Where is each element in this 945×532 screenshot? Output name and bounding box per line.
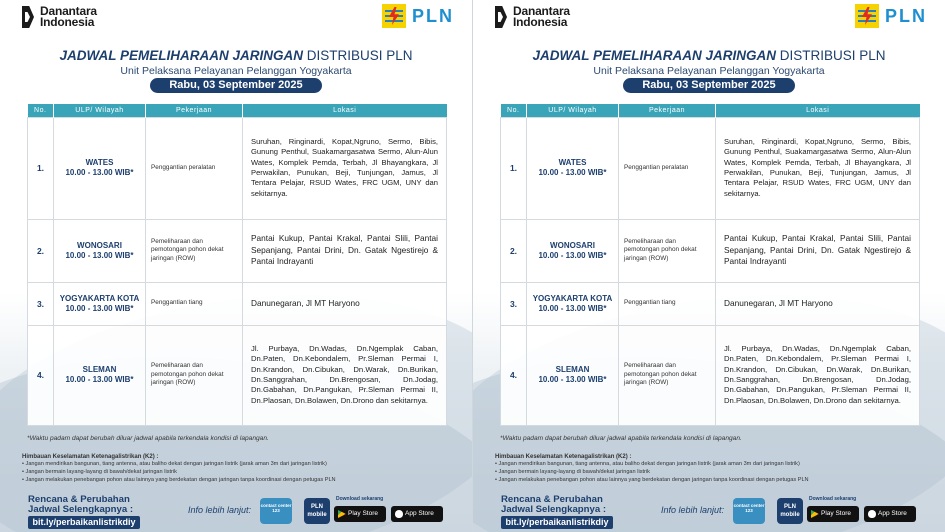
- download-label: Download sekarang: [336, 496, 384, 502]
- footnote: *Waktu padam dapat berubah diluar jadwal apabila terkendala kondisi di lapangan.: [500, 435, 742, 442]
- app-store-button[interactable]: App Store: [864, 506, 916, 522]
- plan-text: Rencana & Perubahan Jadwal Selengkapnya :: [28, 494, 134, 515]
- brand-line1: Danantara: [40, 4, 97, 18]
- schedule-table: [500, 104, 920, 426]
- pln-mobile-icon[interactable]: PLN mobile: [304, 498, 330, 524]
- info-label: Info lebih lanjut:: [188, 505, 252, 515]
- list-item: • Jangan mendirikan bangunan, tiang antenna, atau baliho dekat dengan jaringan listrik (jarak aman 3m dari jaringan listrik): [495, 461, 800, 467]
- brand-line2: Indonesia: [40, 15, 95, 29]
- danantara-logo: [22, 6, 97, 28]
- subtitle: Unit Pelaksana Pelayanan Pelanggan Yogyakarta: [120, 65, 352, 77]
- list-item: • Jangan mendirikan bangunan, tiang antenna, atau baliho dekat dengan jaringan listrik (jarak aman 3m dari jaringan listrik): [22, 461, 327, 467]
- col-location: Lokasi: [716, 104, 920, 117]
- google-play-button[interactable]: Play Store: [807, 506, 859, 522]
- table-row: 1. WATES 10.00 - 13.00 WIB* Penggantian peralatan Suruhan, Ringinardi, Kopat,Ngruno, Sermo, Bibis, Gunung Penthul, Suakamargasatwa Sermo, Alun-Alun Wates, Komplek Pemda, Terbah, Jl Bhayangkara, Jl Perwakilan, Punukan, Beji, Tunjungan, Jamus, Jl Tentara Pelajar, RSUD Wates, FRC UGM, UNY dan sekitarnya.: [501, 117, 920, 219]
- col-ulp: ULP/ Wilayah: [527, 104, 619, 117]
- col-no: No.: [501, 104, 527, 117]
- page-title: JADWAL PEMELIHARAAN JARINGAN DISTRIBUSI PLN: [59, 48, 413, 63]
- table-row: 2. WONOSARI 10.00 - 13.00 WIB* Pemeliharaan dan pemotongan pohon dekat jaringan (ROW) Pantai Kukup, Pantai Krakal, Pantai Slili, Pantai Sepanjang, Pantai Drini, Dn. Gatak Ngestirejo & Pantai Indrayanti: [501, 219, 920, 282]
- table-row: 4. SLEMAN 10.00 - 13.00 WIB* Pemeliharaan dan pemotongan pohon dekat jaringan (ROW) Jl. Purbaya, Dn.Wadas, Dn.Ngemplak Caban, Dn.Paten, Dn.Kebondalem, Pr.Sleman Permai I, Dn.Krandon, Dn.Cibukan, Dn.Warak, Dn.Burikan, Dn.Sanggrahan, Dn.Brengosan, Dn.Jodag, Dn.Gabahan, Dn.Pangukan, Pr.Sleman Permai II, Dn.Plaosan, Dn.Bolawen, Dn.Drono dan sekitarnya.: [501, 325, 920, 425]
- page-title: JADWAL PEMELIHARAAN JARINGAN DISTRIBUSI PLN: [532, 48, 886, 63]
- table-row: 3. YOGYAKARTA KOTA 10.00 - 13.00 WIB* Penggantian tiang Danunegaran, Jl MT Haryono: [501, 282, 920, 325]
- table-row: 3. YOGYAKARTA KOTA 10.00 - 13.00 WIB* Penggantian tiang Danunegaran, Jl MT Haryono: [28, 282, 447, 325]
- schedule-link[interactable]: bit.ly/perbaikanlistrikdiy: [28, 516, 140, 529]
- danantara-logo-icon: [22, 6, 36, 28]
- pln-logo: [855, 4, 927, 28]
- pln-logo-text: PLN: [412, 5, 454, 26]
- pln-lightning-icon: [855, 4, 879, 28]
- col-location: Lokasi: [243, 104, 447, 117]
- download-label: Download sekarang: [809, 496, 857, 502]
- play-store-icon: [811, 510, 819, 518]
- schedule-table: [27, 104, 447, 426]
- date-badge: Rabu, 03 September 2025: [150, 78, 322, 93]
- safety-heading: Himbauan Keselamatan Ketenagalistrikan (K2) :: [22, 454, 159, 460]
- pln-logo-text: PLN: [885, 5, 927, 26]
- safety-notice: [495, 454, 935, 484]
- safety-heading: Himbauan Keselamatan Ketenagalistrikan (K2) :: [495, 454, 632, 460]
- poster-left: [0, 0, 472, 532]
- poster-right: [473, 0, 945, 532]
- list-item: • Jangan melakukan penebangan pohon atau lainnya yang berdekatan dengan jaringan tanpa koordinasi dengan petugas PLN: [495, 477, 809, 483]
- pln-mobile-icon[interactable]: PLN mobile: [777, 498, 803, 524]
- danantara-logo: [495, 6, 570, 28]
- pln-lightning-icon: [382, 4, 406, 28]
- col-ulp: ULP/ Wilayah: [54, 104, 146, 117]
- brand-line2: Indonesia: [513, 15, 568, 29]
- danantara-logo-icon: [495, 6, 509, 28]
- apple-icon: [395, 510, 403, 518]
- safety-notice: [22, 454, 462, 484]
- col-work: Pekerjaan: [146, 104, 243, 117]
- plan-text: Rencana & Perubahan Jadwal Selengkapnya :: [501, 494, 607, 515]
- pln-logo: [382, 4, 454, 28]
- info-label: Info lebih lanjut:: [661, 505, 725, 515]
- google-play-button[interactable]: Play Store: [334, 506, 386, 522]
- table-row: 4. SLEMAN 10.00 - 13.00 WIB* Pemeliharaan dan pemotongan pohon dekat jaringan (ROW) Jl. Purbaya, Dn.Wadas, Dn.Ngemplak Caban, Dn.Paten, Dn.Kebondalem, Pr.Sleman Permai I, Dn.Krandon, Dn.Cibukan, Dn.Warak, Dn.Burikan, Dn.Sanggrahan, Dn.Brengosan, Dn.Jodag, Dn.Gabahan, Dn.Pangukan, Pr.Sleman Permai II, Dn.Plaosan, Dn.Bolawen, Dn.Drono dan sekitarnya.: [28, 325, 447, 425]
- apple-icon: [868, 510, 876, 518]
- contact-center-icon[interactable]: contact center 123: [733, 498, 765, 524]
- col-work: Pekerjaan: [619, 104, 716, 117]
- contact-center-icon[interactable]: contact center 123: [260, 498, 292, 524]
- play-store-icon: [338, 510, 346, 518]
- list-item: • Jangan bermain layang-layang di bawah/dekat jaringan listrik: [495, 469, 650, 475]
- table-row: 2. WONOSARI 10.00 - 13.00 WIB* Pemeliharaan dan pemotongan pohon dekat jaringan (ROW) Pantai Kukup, Pantai Krakal, Pantai Slili, Pantai Sepanjang, Pantai Drini, Dn. Gatak Ngestirejo & Pantai Indrayanti: [28, 219, 447, 282]
- schedule-link[interactable]: bit.ly/perbaikanlistrikdiy: [501, 516, 613, 529]
- col-no: No.: [28, 104, 54, 117]
- footnote: *Waktu padam dapat berubah diluar jadwal apabila terkendala kondisi di lapangan.: [27, 435, 269, 442]
- list-item: • Jangan bermain layang-layang di bawah/dekat jaringan listrik: [22, 469, 177, 475]
- app-store-button[interactable]: App Store: [391, 506, 443, 522]
- table-header: [501, 104, 920, 117]
- list-item: • Jangan melakukan penebangan pohon atau lainnya yang berdekatan dengan jaringan tanpa koordinasi dengan petugas PLN: [22, 477, 336, 483]
- table-row: 1. WATES 10.00 - 13.00 WIB* Penggantian peralatan Suruhan, Ringinardi, Kopat,Ngruno, Sermo, Bibis, Gunung Penthul, Suakamargasatwa Sermo, Alun-Alun Wates, Komplek Pemda, Terbah, Jl Bhayangkara, Jl Perwakilan, Punukan, Beji, Tunjungan, Jamus, Jl Tentara Pelajar, RSUD Wates, FRC UGM, UNY dan sekitarnya.: [28, 117, 447, 219]
- date-badge: Rabu, 03 September 2025: [623, 78, 795, 93]
- brand-line1: Danantara: [513, 4, 570, 18]
- table-header: [28, 104, 447, 117]
- subtitle: Unit Pelaksana Pelayanan Pelanggan Yogyakarta: [593, 65, 825, 77]
